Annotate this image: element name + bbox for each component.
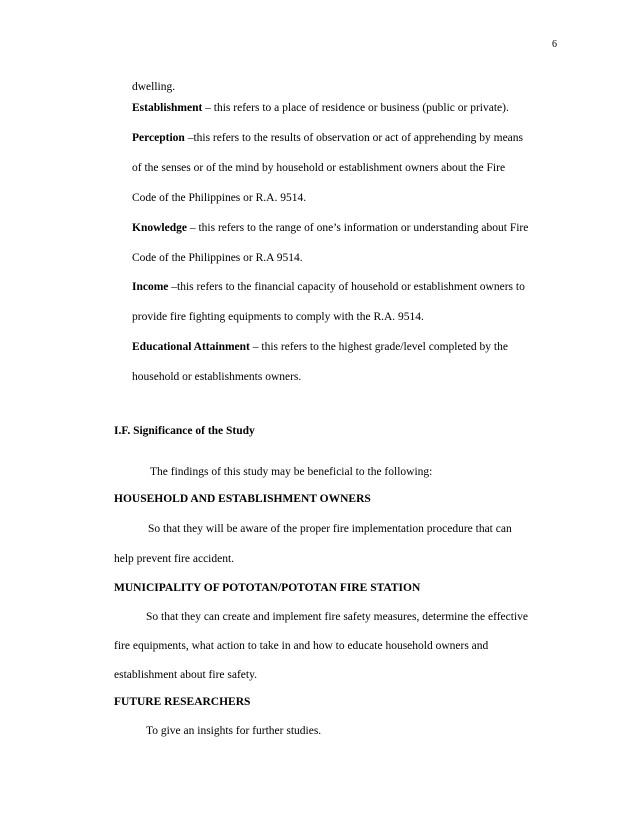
definition-income-line2: provide fire fighting equipments to comply with the R.A. 9514. — [132, 311, 424, 323]
researchers-text-line1: To give an insights for further studies. — [146, 725, 322, 737]
definition-establishment-text: – this refers to a place of residence or business (public or private). — [202, 102, 509, 114]
definition-educational-attainment-line2: household or establishments owners. — [132, 371, 302, 383]
definition-income-text: –this refers to the financial capacity of household or establishment owners to — [168, 281, 525, 293]
significance-intro: The findings of this study may be beneficial to the following: — [150, 466, 433, 478]
definition-educational-attainment — [132, 340, 508, 354]
definition-educational-attainment-text: – this refers to the highest grade/level completed by the — [249, 341, 508, 353]
definition-knowledge-line2: Code of the Philippines or R.A 9514. — [132, 252, 303, 264]
term-establishment: Establishment — [132, 102, 203, 114]
definition-income — [132, 280, 525, 294]
household-text-line1: So that they will be aware of the proper fire implementation procedure that can — [148, 523, 512, 535]
subheading-researchers: FUTURE RESEARCHERS — [114, 696, 251, 708]
definition-perception — [132, 131, 523, 145]
municipality-text-line1: So that they can create and implement fire safety measures, determine the effective — [146, 611, 528, 623]
municipality-text-line2: fire equipments, what action to take in and how to educate household owners and — [114, 640, 489, 652]
definition-knowledge — [132, 221, 528, 235]
term-knowledge: Knowledge — [132, 222, 187, 234]
municipality-text-line3: establishment about fire safety. — [114, 669, 257, 681]
definition-perception-line2: of the senses or of the mind by household or establishment owners about the Fire — [132, 162, 506, 174]
section-heading: I.F. Significance of the Study — [114, 425, 255, 437]
definition-knowledge-text: – this refers to the range of one’s information or understanding about Fire — [186, 222, 529, 234]
term-educational-attainment: Educational Attainment — [132, 341, 250, 353]
page-number: 6 — [552, 39, 557, 50]
definition-perception-line3: Code of the Philippines or R.A. 9514. — [132, 192, 307, 204]
term-income: Income — [132, 281, 169, 293]
term-perception: Perception — [132, 132, 185, 144]
definition-continuation: dwelling. — [132, 81, 176, 93]
household-text-line2: help prevent fire accident. — [114, 553, 235, 565]
definition-perception-text: –this refers to the results of observation or act of apprehending by means — [184, 132, 524, 144]
subheading-municipality: MUNICIPALITY OF POTOTAN/POTOTAN FIRE STATION — [114, 582, 421, 594]
definition-establishment — [132, 101, 509, 115]
subheading-household: HOUSEHOLD AND ESTABLISHMENT OWNERS — [114, 493, 371, 505]
